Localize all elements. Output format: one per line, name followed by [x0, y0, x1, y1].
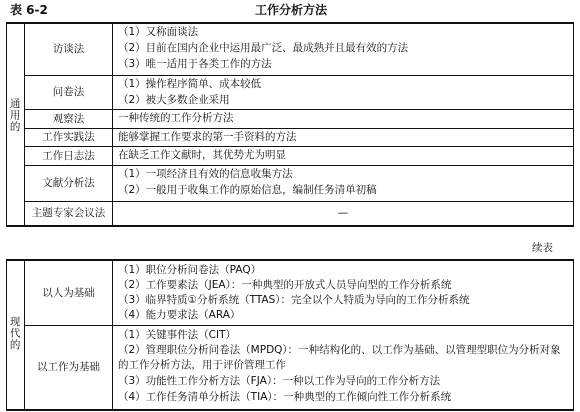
person-based-item: （4）能力要求法（ARA）	[118, 309, 241, 321]
document-analysis-item: （1）一项经济且有效的信息收集方法	[118, 168, 293, 180]
method-document-analysis: 文献分析法	[42, 177, 95, 190]
upper-table-bottom-border	[6, 225, 574, 227]
interview-item: （3）唯一适用于各类工作的方法	[118, 58, 272, 70]
upper-table-left-border	[6, 22, 7, 226]
method-job-based: 以工作为基础	[37, 361, 100, 374]
interview-item: （1）又称面谈法	[118, 26, 199, 38]
method-interview: 访谈法	[52, 42, 85, 55]
category-modern: 现代的	[8, 316, 21, 351]
questionnaire-item: （1）操作程序简单、成本较低	[118, 78, 262, 90]
lower-table-left-border	[6, 259, 7, 410]
expert-meeting-item: —	[337, 207, 349, 220]
category-general: 通用的	[8, 98, 21, 133]
lower-table-method-divider	[112, 259, 113, 410]
lower-table-right-border	[573, 259, 574, 410]
table-label: 表 6-2	[10, 3, 48, 17]
method-person-based: 以人为基础	[42, 287, 95, 300]
lower-table-bottom-border	[6, 409, 574, 411]
method-work-diary: 工作日志法	[42, 149, 95, 162]
document-analysis-item: （2）一般用于收集工作的原始信息，编制任务清单初稿	[118, 184, 377, 196]
job-based-item: （2）管理职位分析问卷法（MPDQ）：一种结构化的、以工作为基础、以管理型职位为分析对象	[118, 344, 561, 356]
table-title: 工作分析方法	[255, 3, 328, 17]
work-practice-item: 能够掌握工作要求的第一手资料的方法	[118, 131, 297, 143]
job-based-item: （3）功能性工作分析方法（FJA）：一种以工作为导向的工作分析方法	[118, 375, 441, 387]
upper-table-right-border	[573, 22, 574, 226]
questionnaire-item: （2）被大多数企业采用	[118, 94, 230, 106]
work-diary-item: 在缺乏工作文献时，其优势尤为明显	[118, 149, 286, 161]
person-based-item: （3）临界特质①分析系统（TTAS）：完全以个人特质为导向的工作分析系统	[118, 294, 470, 306]
method-work-practice: 工作实践法	[42, 131, 95, 144]
person-based-item: （1）职位分析问卷法（PAQ）	[118, 264, 262, 276]
job-based-item: （1）关键事件法（CIT）	[118, 329, 237, 341]
upper-table-method-divider	[112, 22, 113, 226]
lower-table-top-border	[6, 259, 574, 261]
method-questionnaire: 问卷法	[52, 86, 85, 99]
job-based-item: 的工作分析方法，用于评价管理工作	[118, 359, 286, 371]
observation-item: 一种传统的工作分析方法	[118, 112, 234, 124]
method-observation: 观察法	[52, 112, 85, 125]
job-based-item: （4）工作任务清单分析法（TIA）：一种典型的工作倾向性工作分析系统	[118, 391, 452, 403]
method-expert-meeting: 主题专家会议法	[31, 207, 106, 220]
interview-item: （2）目前在国内企业中运用最广泛、最成熟并且最有效的方法	[118, 42, 409, 54]
continued-label: 续表	[532, 242, 553, 254]
person-based-item: （2）工作要素法（JEA）：一种典型的开放式人员导向型的工作分析系统	[118, 279, 452, 291]
